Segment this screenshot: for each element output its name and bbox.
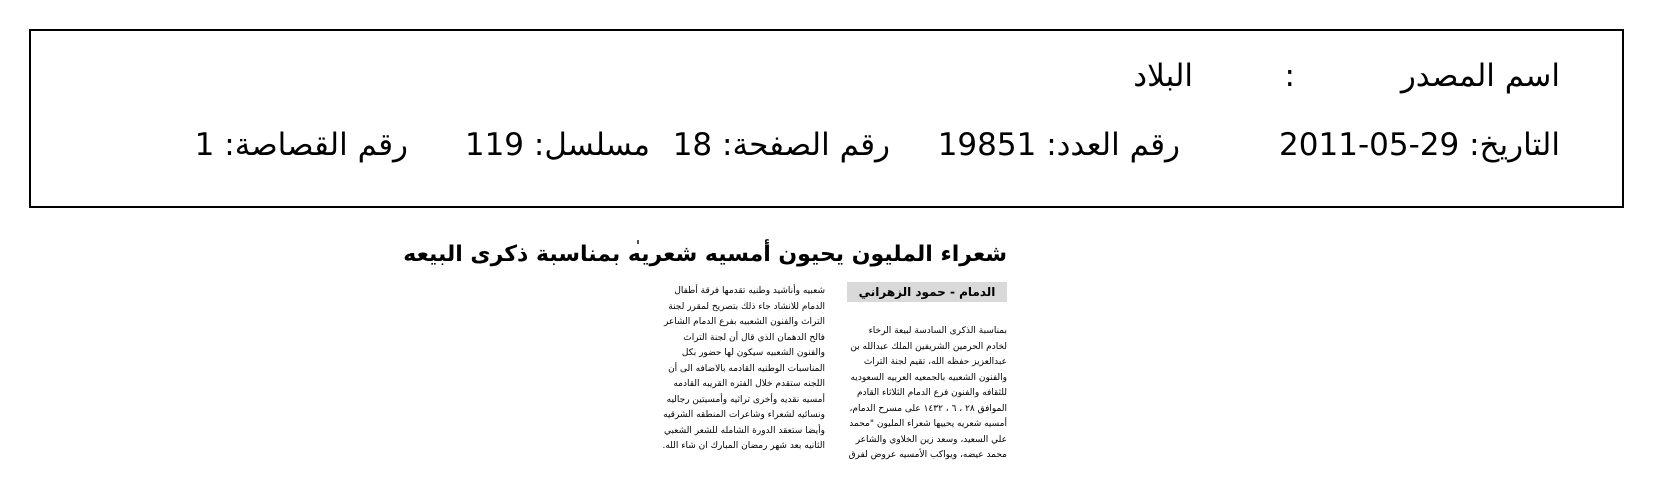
text-line: وأيضا ستعقد الدورة الشامله للشعر الشعبي [664, 425, 825, 436]
page-value: 18 [672, 127, 713, 163]
issue-label: رقم العدد: [1046, 127, 1180, 163]
text-line: عبدالعزيز حفظه الله، تقيم لجنة التراث [863, 357, 1007, 367]
text-line: علي السعيد، وسعد زين الخلاوي والشاعر [855, 434, 1007, 445]
date-label: التاريخ: [1469, 127, 1560, 163]
source-colon: : [1284, 58, 1295, 94]
clipping-left-column [653, 284, 825, 455]
text-line: الدمام للانشاد جاء ذلك بتصريح لمقرر لجنة [668, 301, 825, 312]
date-field [1279, 127, 1560, 163]
serial-label: مسلسل: [533, 127, 650, 163]
clip-label: رقم القصاصة: [224, 127, 408, 163]
text-line: للثقافه والفنون فرع الدمام الثلاثاء القادم [857, 388, 1007, 398]
serial-field [464, 127, 650, 163]
text-line: شعبيه وأناشيد وطنيه تقدمها فرقة أطفال [674, 286, 825, 296]
metadata-header-box [29, 29, 1624, 208]
issue-value: 19851 [937, 127, 1037, 163]
text-line: أمسيه نقديه وأخرى تراثيه وأمسيتين رجاليه [666, 394, 825, 405]
serial-value: 119 [464, 127, 525, 163]
source-value: البلاد [1133, 58, 1193, 94]
page-field [672, 127, 890, 163]
clipping-byline: الدمام - حمود الزهراني [847, 282, 1007, 302]
clipping-right-column [839, 324, 1007, 464]
clip-field [194, 127, 408, 163]
text-line: فالح الدهمان الذي قال أن لجنة التراث [683, 332, 825, 343]
text-line: المناسبات الوطنيه القادمه بالاضافه الى أن [668, 363, 825, 374]
clipping-title: شعراء المليون يحيون أمسيه شعريه بمناسبة ذكرى البيعه [403, 242, 1007, 267]
clip-value: 1 [194, 127, 215, 163]
text-line: لخادم الحرمين الشريفين الملك عبدالله بن [850, 341, 1007, 352]
text-line: ونسائيه لشعراء وشاعرات المنطقه الشرقيه [663, 410, 825, 420]
text-line: بمناسبة الذكرى السادسة لبيعة الرخاء [868, 326, 1007, 336]
issue-field [937, 127, 1180, 163]
text-line: اللجنه ستقدم خلال الفتره القريبه القادمه [673, 379, 825, 389]
text-line: والفنون الشعبيه بالجمعيه العربيه السعوديه [850, 372, 1007, 383]
text-line: أمسيه شعريه يحييها شعراء المليون "محمد [849, 419, 1007, 429]
text-line: التراث والفنون الشعبيه بفرع الدمام الشاعر [663, 317, 825, 327]
newspaper-clipping [403, 242, 1007, 474]
text-line: الموافق ٢٨ ، ٦ ، ١٤٣٢ على مسرح الدمام، [849, 403, 1007, 414]
text-line: محمد عيضه، ويواكب الأمسيه عروض لفرق [848, 450, 1007, 460]
source-label: اسم المصدر [1400, 58, 1560, 94]
page-label: رقم الصفحة: [722, 127, 890, 163]
text-line: والفنون الشعبيه سيكون لها حضور بكل [681, 348, 825, 358]
date-value: 2011-05-29 [1279, 127, 1460, 163]
text-line: الثانيه بعد شهر رمضان المبارك ان شاء الله. [662, 441, 825, 451]
